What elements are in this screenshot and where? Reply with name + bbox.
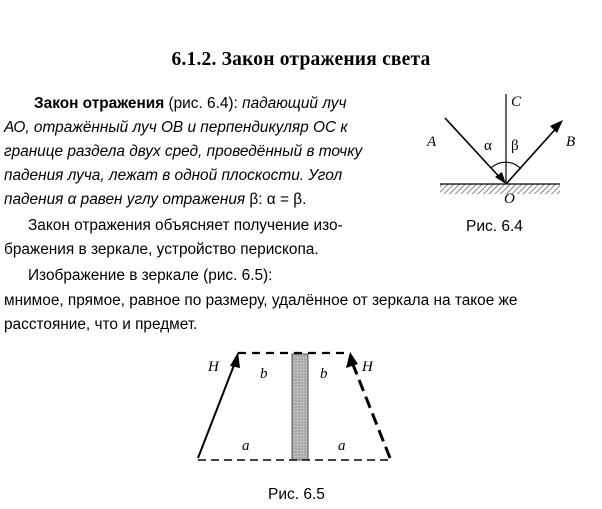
label-H-right: H (362, 359, 373, 375)
label-C: C (511, 94, 522, 110)
figure-6-4 (410, 86, 595, 226)
law-line-1 (34, 92, 346, 116)
figure-6-5 (190, 340, 410, 470)
label-O: O (504, 191, 515, 207)
mirror-surface (440, 184, 560, 194)
law-text-5: падения α равен углу отражения (4, 191, 250, 208)
image-arrow-head-icon (346, 352, 358, 368)
law-line-2: АО, отражённый луч ОВ и перпендикуляр ОС к (4, 119, 348, 136)
law-line-5 (4, 188, 306, 212)
law-line-4: падения луча, лежат в одной плоскости. Угол (4, 167, 343, 184)
law-text-1: падающий луч (242, 95, 347, 112)
uses-line-2: бражения в зеркале, устройство перископа. (4, 241, 319, 258)
label-a-left: a (242, 438, 250, 454)
law-line-3: границе раздела двух сред, проведённый в точку (4, 143, 363, 160)
section-title: 6.1.2. Закон отражения света (171, 49, 431, 70)
label-alpha: α (484, 138, 492, 154)
law-ref: (рис. 6.4): (164, 95, 243, 112)
incident-ray (445, 118, 504, 182)
object-arrow-head-icon (230, 352, 240, 368)
mirror-line-1: мнимое, прямое, равное по размеру, удалённое от зеркала на такое же (4, 292, 518, 309)
label-b-left: b (260, 366, 268, 382)
label-beta: β (511, 138, 519, 154)
law-formula: β: α = β. (249, 191, 307, 208)
reflected-arrow-icon (550, 120, 563, 133)
reflected-ray (506, 124, 560, 184)
figure-6-5-caption: Рис. 6.5 (268, 486, 325, 503)
image-arrow (352, 362, 390, 458)
law-term: Закон отражения (34, 95, 165, 112)
uses-line-1: Закон отражения объясняет получение изо- (28, 217, 343, 234)
mirror (292, 354, 308, 460)
label-b-right: b (320, 366, 328, 382)
label-a-right: a (338, 438, 346, 454)
label-A: A (427, 134, 437, 150)
label-B: B (566, 134, 576, 150)
mirror-line-2: расстояние, что и предмет. (4, 316, 198, 333)
figure-6-4-caption: Рис. 6.4 (466, 218, 523, 235)
mirror-heading: Изображение в зеркале (рис. 6.5): (28, 267, 273, 284)
label-H-left: H (208, 359, 219, 375)
